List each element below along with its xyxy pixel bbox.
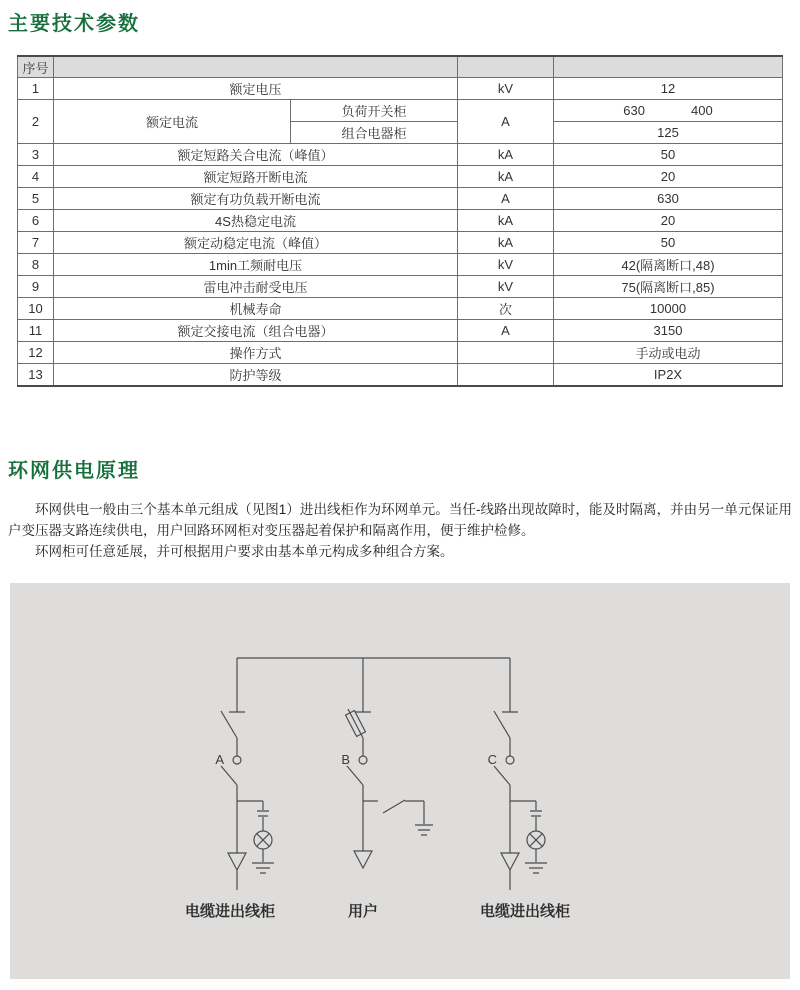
cell-value: 125 <box>554 122 783 144</box>
parameters-table <box>17 55 783 387</box>
section-title-params: 主要技术参数 <box>8 13 140 35</box>
branch-letter-c: C <box>487 752 497 767</box>
capacitor-icon <box>530 811 542 831</box>
cell-unit: kV <box>458 276 554 298</box>
cell-unit: kV <box>458 78 554 100</box>
contact-circle <box>359 756 367 764</box>
table-row <box>18 254 783 276</box>
cell-no: 6 <box>18 210 54 232</box>
cell-value: 50 <box>554 144 783 166</box>
cell-value: 630 <box>554 188 783 210</box>
table-row <box>18 342 783 364</box>
cell-value: 42(隔离断口,48) <box>554 254 783 276</box>
table-header-row <box>18 56 783 78</box>
cable-termination-icon <box>354 851 372 868</box>
tee-branch <box>237 801 263 810</box>
cell-name: 额定电流 <box>54 100 291 144</box>
switch-blade-icon <box>347 766 363 851</box>
disconnector-blade-icon <box>221 711 237 756</box>
cable-termination-icon <box>228 853 246 890</box>
table-row <box>18 298 783 320</box>
cell-unit <box>458 342 554 364</box>
switch-blade-icon <box>494 766 510 853</box>
cell-unit: A <box>458 320 554 342</box>
cable-termination-icon <box>501 853 519 890</box>
cell-no: 12 <box>18 342 54 364</box>
cell-unit: 次 <box>458 298 554 320</box>
cell-name: 操作方式 <box>54 342 458 364</box>
cell-value: IP2X <box>554 364 783 387</box>
cell-unit: kA <box>458 210 554 232</box>
cell-no: 2 <box>18 100 54 144</box>
bus-drop-c <box>502 658 518 712</box>
cell-value: 20 <box>554 210 783 232</box>
cell-name: 额定短路开断电流 <box>54 166 458 188</box>
cell-subname: 负荷开关柜 <box>291 100 458 122</box>
table-row <box>18 100 783 122</box>
cell-name: 机械寿命 <box>54 298 458 320</box>
circuit-diagram <box>10 583 790 979</box>
branch-letter-a: A <box>215 752 224 767</box>
section-title-principle: 环网供电原理 <box>8 460 140 482</box>
cell-name: 额定有功负载开断电流 <box>54 188 458 210</box>
capacitor-icon <box>257 811 269 831</box>
cell-no: 1 <box>18 78 54 100</box>
cell-name: 额定交接电流（组合电器） <box>54 320 458 342</box>
circuit-diagram-panel <box>10 583 790 979</box>
cell-name: 额定动稳定电流（峰值） <box>54 232 458 254</box>
cell-no: 5 <box>18 188 54 210</box>
cell-value: 75(隔离断口,85) <box>554 276 783 298</box>
bus-drop-b <box>355 658 371 712</box>
cell-no: 13 <box>18 364 54 387</box>
fuse-link <box>348 709 363 756</box>
cell-no: 9 <box>18 276 54 298</box>
ground-icon <box>252 849 274 873</box>
cell-name: 防护等级 <box>54 364 458 387</box>
branch-label-b: 用户 <box>347 903 379 920</box>
bus-drop-a <box>229 658 245 712</box>
cell-no: 11 <box>18 320 54 342</box>
earthing-switch-icon <box>363 800 424 824</box>
cell-unit <box>458 364 554 387</box>
col-header-no: 序号 <box>18 56 54 78</box>
switch-blade-icon <box>221 766 237 853</box>
col-header-value <box>554 56 783 78</box>
cell-name: 1min工频耐电压 <box>54 254 458 276</box>
ground-icon <box>525 849 547 873</box>
table-row <box>18 188 783 210</box>
cell-unit: kA <box>458 232 554 254</box>
cell-value: 10000 <box>554 298 783 320</box>
branch-c <box>494 711 547 890</box>
contact-circle <box>233 756 241 764</box>
table-row <box>18 166 783 188</box>
cell-value <box>554 100 783 122</box>
branch-a <box>221 711 274 890</box>
table-row <box>18 78 783 100</box>
table-row <box>18 210 783 232</box>
cell-unit: A <box>458 188 554 210</box>
table-row <box>18 144 783 166</box>
branch-label-c: 电缆进出线柜 <box>479 903 571 920</box>
disconnector-blade-icon <box>494 711 510 756</box>
cell-no: 3 <box>18 144 54 166</box>
value-left: 630 <box>623 103 645 118</box>
paragraph-1: 环网供电一般由三个基本单元组成（见图1）进出线柜作为环网单元。当任-线路出现故障时，能及时隔离，并由另一单元保证用户变压器支路连续供电，用户回路环网柜对变压器起着保护和隔离作用，便于维护检修。 <box>8 502 792 538</box>
cell-value: 20 <box>554 166 783 188</box>
branch-label-a: 电缆进出线柜 <box>184 903 276 920</box>
table-row <box>18 276 783 298</box>
col-header-name <box>54 56 458 78</box>
principle-text <box>8 499 792 562</box>
cell-unit: kA <box>458 144 554 166</box>
cell-name: 雷电冲击耐受电压 <box>54 276 458 298</box>
ground-icon <box>415 825 433 835</box>
cell-unit: kA <box>458 166 554 188</box>
branch-b <box>346 709 433 868</box>
cell-value: 3150 <box>554 320 783 342</box>
cell-no: 10 <box>18 298 54 320</box>
cell-name: 4S热稳定电流 <box>54 210 458 232</box>
cell-no: 4 <box>18 166 54 188</box>
cell-value: 手动或电动 <box>554 342 783 364</box>
contact-circle <box>506 756 514 764</box>
branch-letter-b: B <box>341 752 350 767</box>
col-header-unit <box>458 56 554 78</box>
cell-no: 8 <box>18 254 54 276</box>
cell-name: 额定短路关合电流（峰值） <box>54 144 458 166</box>
tee-branch <box>510 801 536 810</box>
table-row <box>18 364 783 387</box>
paragraph-2: 环网柜可任意延展，并可根据用户要求由基本单元构成多种组合方案。 <box>35 544 454 559</box>
cell-unit: A <box>458 100 554 144</box>
value-right: 400 <box>691 103 713 118</box>
table-row <box>18 232 783 254</box>
cell-name: 额定电压 <box>54 78 458 100</box>
cell-subname: 组合电器柜 <box>291 122 458 144</box>
cell-value: 12 <box>554 78 783 100</box>
cell-value: 50 <box>554 232 783 254</box>
lamp-cross <box>257 834 270 847</box>
lamp-cross <box>530 834 543 847</box>
table-row <box>18 320 783 342</box>
cell-unit: kV <box>458 254 554 276</box>
cell-no: 7 <box>18 232 54 254</box>
